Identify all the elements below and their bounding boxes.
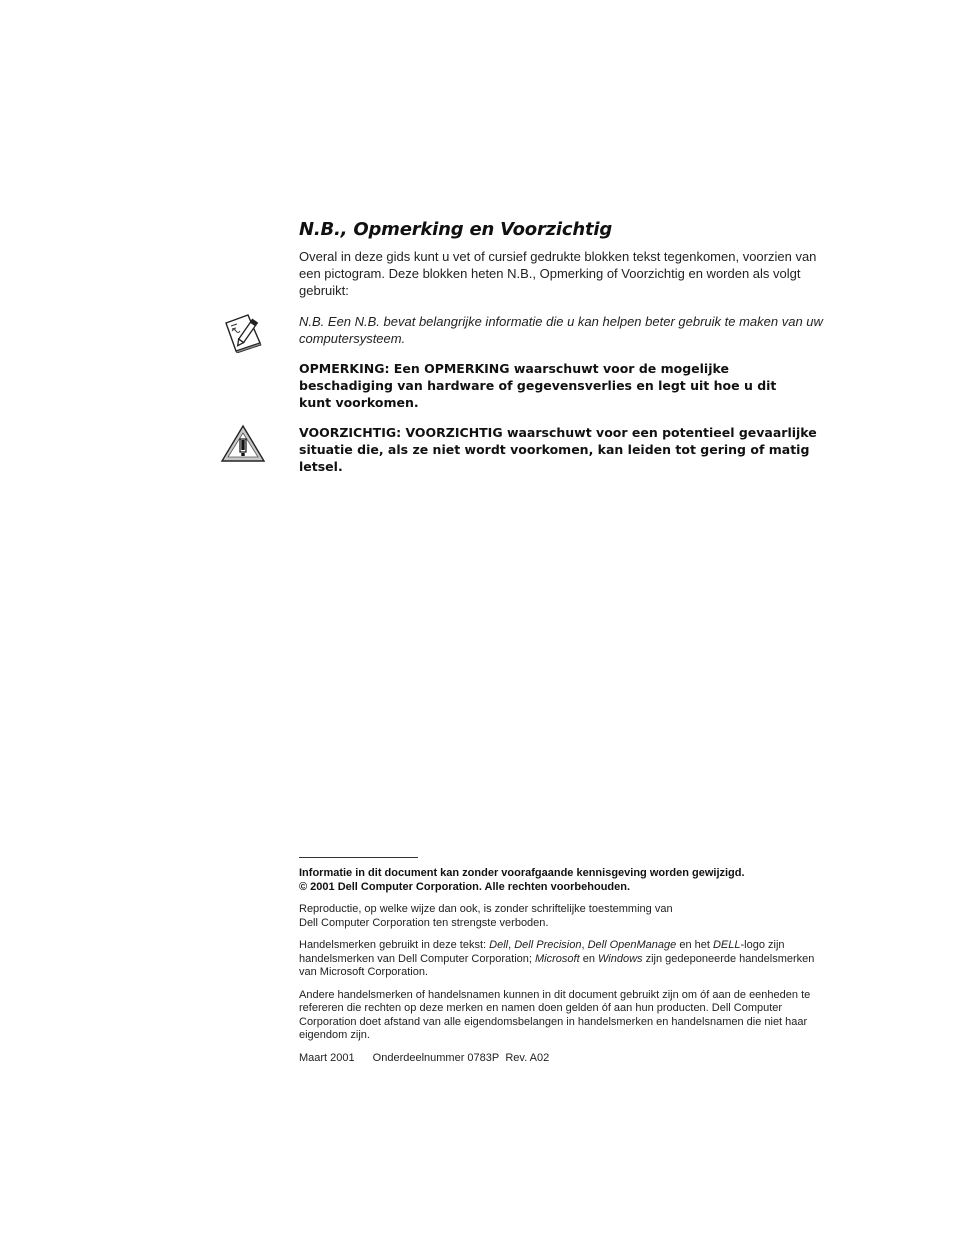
tm-mid-2: -logo zijn handelsmerken van Dell Computer Corporation; bbox=[299, 939, 785, 965]
intro-paragraph: Overal in deze gids kunt u vet of cursief gedrukte blokken tekst tegenkomen, voorzien van een pictogram. Deze blokken heten N.B., Opmerking of Voorzichtig en worden als volgt gebruikt: bbox=[299, 249, 817, 298]
section-heading: N.B., Opmerking en Voorzichtig bbox=[299, 219, 613, 240]
other-trademarks-paragraph: Andere handelsmerken of handelsnamen kunnen in dit document gebruikt zijn om óf aan de eenheden te refereren die rechten op deze merken en namen doen gelden óf aan hun producten. Dell Computer Corporation doet afstand van alle eigendomsbelangen in handelsmerken en handelsnamen die niet haar eigendom zijn. bbox=[299, 988, 811, 1041]
tm-sep-2: , bbox=[581, 939, 588, 951]
tm-dell-logo: DELL bbox=[712, 939, 741, 951]
reproduction-paragraph bbox=[299, 903, 834, 930]
notice-line-1: OPMERKING: Een OPMERKING waarschuwt voor de mogelijke bbox=[299, 361, 729, 376]
notice-block bbox=[299, 360, 799, 411]
info-line-1: Informatie in dit document kan zonder voorafgaande kennisgeving worden gewijzigd. bbox=[299, 867, 745, 879]
reproduction-line-2: Dell Computer Corporation ten strengste verboden. bbox=[299, 916, 549, 929]
trademarks-paragraph bbox=[299, 939, 834, 980]
reproduction-line-1: Reproductie, op welke wijze dan ook, is zonder schriftelijke toestemming van bbox=[299, 903, 673, 915]
tm-dell: Dell bbox=[489, 939, 509, 951]
copyright-line: © 2001 Dell Computer Corporation. Alle rechten voorbehouden. bbox=[299, 880, 631, 893]
caution-triangle-icon bbox=[220, 424, 266, 464]
tm-mid-3: en bbox=[579, 952, 598, 965]
info-paragraph bbox=[299, 867, 834, 894]
tm-prefix: Handelsmerken gebruikt in deze tekst: bbox=[299, 939, 490, 951]
caution-text: VOORZICHTIG: VOORZICHTIG waarschuwt voor een potentieel gevaarlijke situatie die, als ze niet wordt voorkomen, kan leiden tot gering of matig letsel. bbox=[299, 425, 817, 474]
tm-suffix: zijn gedeponeerde handelsmerken van Microsoft Corporation. bbox=[299, 952, 815, 978]
footnote-divider bbox=[299, 857, 418, 858]
note-pencil-icon bbox=[222, 311, 264, 353]
tm-sep-1: , bbox=[508, 939, 515, 951]
publication-date: Maart 2001 bbox=[299, 1051, 355, 1064]
part-number: Onderdeelnummer 0783P bbox=[372, 1051, 500, 1064]
note-text: N.B. Een N.B. bevat belangrijke informatie die u kan helpen beter gebruik te maken van uw computersysteem. bbox=[299, 314, 823, 346]
notice-line-3: kunt voorkomen. bbox=[299, 395, 419, 410]
tm-dell-openmanage: Dell OpenManage bbox=[587, 939, 677, 951]
tm-mid-1: en het bbox=[676, 939, 713, 951]
tm-windows: Windows bbox=[598, 952, 643, 965]
publication-info bbox=[299, 1052, 834, 1066]
revision: Rev. A02 bbox=[505, 1051, 550, 1064]
tm-dell-precision: Dell Precision bbox=[514, 939, 582, 951]
tm-microsoft: Microsoft bbox=[535, 952, 580, 965]
legal-notice bbox=[299, 867, 834, 1074]
notice-line-2: beschadiging van hardware of gegevensverlies en legt uit hoe u dit bbox=[299, 378, 777, 393]
